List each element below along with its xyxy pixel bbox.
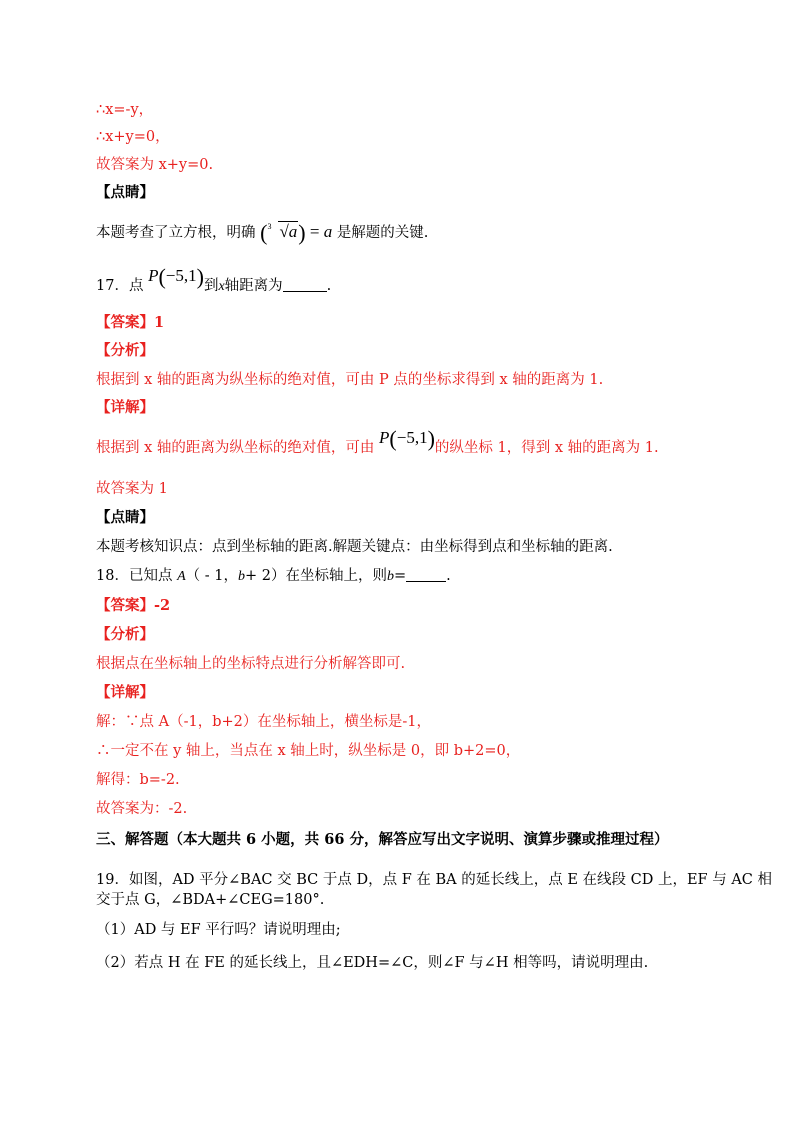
line-answer-16: 故答案为 x+y=0. (96, 157, 214, 173)
heading-xiangjie-17: 【详解】 (96, 399, 154, 416)
answer-blank-18 (406, 567, 446, 582)
line-x-plus-y: ∴x+y=0， (96, 129, 170, 145)
point-p-coords: P(−5,1) (148, 264, 204, 289)
xiangjie-18-step1: 解：∵点 A（-1，b+2）在坐标轴上，横坐标是-1， (96, 714, 431, 730)
answer-17: 【答案】1 (96, 314, 165, 331)
line-x-eq-neg-y: ∴x=-y， (96, 102, 154, 118)
heading-dianjing-17: 【点睛】 (96, 509, 154, 526)
heading-dianjing-16: 【点睛】 (96, 184, 154, 201)
question-19-line2: 交于点 G，∠BDA+∠CEG=180°. (96, 892, 325, 908)
section-heading-3: 三、解答题（本大题共 6 小题，共 66 分，解答应写出文字说明、演算步骤或推理过程） (96, 831, 669, 848)
text-post: 是解题的关键. (336, 225, 429, 241)
xiangjie-18-step4: 故答案为：-2. (96, 801, 188, 817)
answer-18: 【答案】-2 (96, 597, 171, 614)
xiangjie-18-step2: ∴一定不在 y 轴上，当点在 x 轴上时，纵坐标是 0，即 b+2=0， (96, 743, 521, 759)
dianjing-17-text: 本题考核知识点：点到坐标轴的距离.解题关键点：由坐标得到点和坐标轴的距离. (96, 539, 613, 555)
question-19-part2: （2）若点 H 在 FE 的延长线上，且∠EDH=∠C，则∠F 与∠H 相等吗，请说明理由. (96, 955, 649, 971)
question-19-line1: 19．如图，AD 平分∠BAC 交 BC 于点 D，点 F 在 BA 的延长线上，点 E 在线段 CD 上，EF 与 AC 相 (96, 872, 773, 888)
heading-xiangjie-18: 【详解】 (96, 684, 154, 701)
heading-fenxi-17: 【分析】 (96, 342, 154, 359)
line-dianjing-16-text (96, 222, 428, 243)
question-18: 18．已知点 A（ - 1，b+ 2）在坐标轴上，则b= . (96, 568, 451, 584)
fenxi-17-text: 根据到 x 轴的距离为纵坐标的绝对值，可由 P 点的坐标求得到 x 轴的距离为 1. (96, 372, 604, 388)
fenxi-18-text: 根据点在坐标轴上的坐标特点进行分析解答即可. (96, 656, 406, 672)
xiangjie-18-step3: 解得：b=-2. (96, 772, 180, 788)
answer-17-final: 故答案为 1 (96, 481, 168, 497)
point-p-coords-2: P(−5,1) (379, 426, 435, 451)
heading-fenxi-18: 【分析】 (96, 626, 154, 643)
xiangjie-17-text: 根据到 x 轴的距离为纵坐标的绝对值，可由 P(−5,1)的纵坐标 1，得到 x 轴的距离为 1. (96, 426, 659, 456)
question-19-part1: （1）AD 与 EF 平行吗？请说明理由; (96, 922, 341, 938)
text-pre: 本题考查了立方根，明确 (96, 225, 256, 241)
cube-root-expression: ( 3 √a) = a (260, 220, 333, 245)
question-17: 17．点 P(−5,1)到x轴距离为 . (96, 264, 332, 294)
answer-blank (283, 277, 327, 292)
